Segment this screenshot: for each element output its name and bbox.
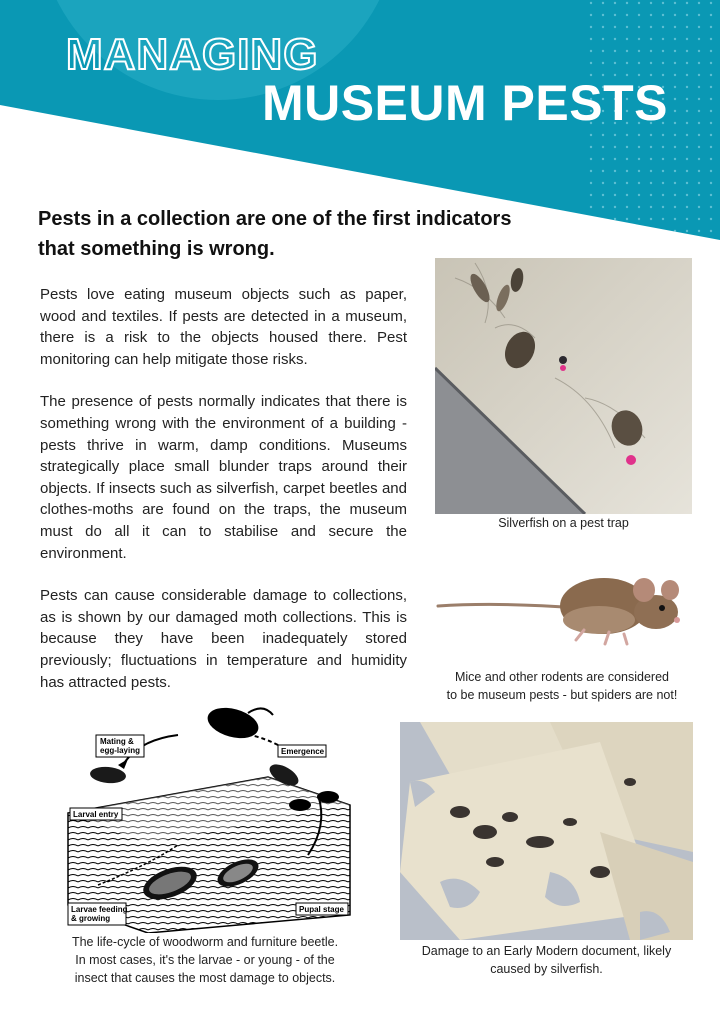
paragraph-2: The presence of pests normally indicates that there is something wrong with the environment of a building - pests thrive in warm, damp conditions. Museums strategically place small blunder traps around their objects. If insects such as silverfish, carpet beetles and clothes-moths are found on the traps, the museum must do all it can to stabilise and secure the environment. <box>40 393 407 562</box>
damaged-document-photo <box>400 722 693 940</box>
silverfish-trap-photo <box>435 258 692 514</box>
document-caption-line-2: caused by silverfish. <box>490 962 603 976</box>
title-line-museum-pests: MUSEUM PESTS <box>261 75 668 131</box>
lifecycle-caption-line-3: insect that causes the most damage to objects. <box>74 971 336 985</box>
lifecycle-caption-line-1: The life-cycle of woodworm and furniture beetle. <box>71 935 339 949</box>
label-emergence: Emergence <box>281 747 325 756</box>
mouse-caption-line-1: Mice and other rodents are considered <box>454 670 669 684</box>
label-pupal-stage: Pupal stage <box>299 905 344 914</box>
label-egg-laying: egg-laying <box>100 746 141 755</box>
woodworm-lifecycle-diagram <box>58 705 358 933</box>
paragraph-3: Pests can cause considerable damage to collections, as is shown by our damaged moth collections. This is because they have been inadequately stored previously; fluctuations in temperature and humidity has attracted pests. <box>40 587 407 691</box>
label-growing: & growing <box>71 914 111 923</box>
lead-statement: Pests in a collection are one of the first indicators that something is wrong. <box>38 208 512 260</box>
label-larvae-feeding: Larvae feeding <box>71 905 128 914</box>
mouse-photo <box>434 560 690 656</box>
mouse-caption-line-2: to be museum pests - but spiders are not! <box>446 688 678 702</box>
document-caption-line-1: Damage to an Early Modern document, likely <box>421 944 672 958</box>
title-line-managing: MANAGING <box>66 30 319 79</box>
label-larval-entry: Larval entry <box>73 810 119 819</box>
body-text <box>40 284 407 714</box>
label-mating: Mating & <box>100 737 134 746</box>
lifecycle-caption <box>40 933 370 987</box>
paragraph-1: Pests love eating museum objects such as paper, wood and textiles. If pests are detected in a museum, there is a risk to the objects housed there. Pest monitoring can help mitigate those risks. <box>40 286 407 368</box>
mouse-caption <box>426 668 698 704</box>
document-caption <box>400 942 693 978</box>
silverfish-caption: Silverfish on a pest trap <box>498 516 629 530</box>
lifecycle-caption-line-2: In most cases, it's the larvae - or young - of the <box>75 953 335 967</box>
